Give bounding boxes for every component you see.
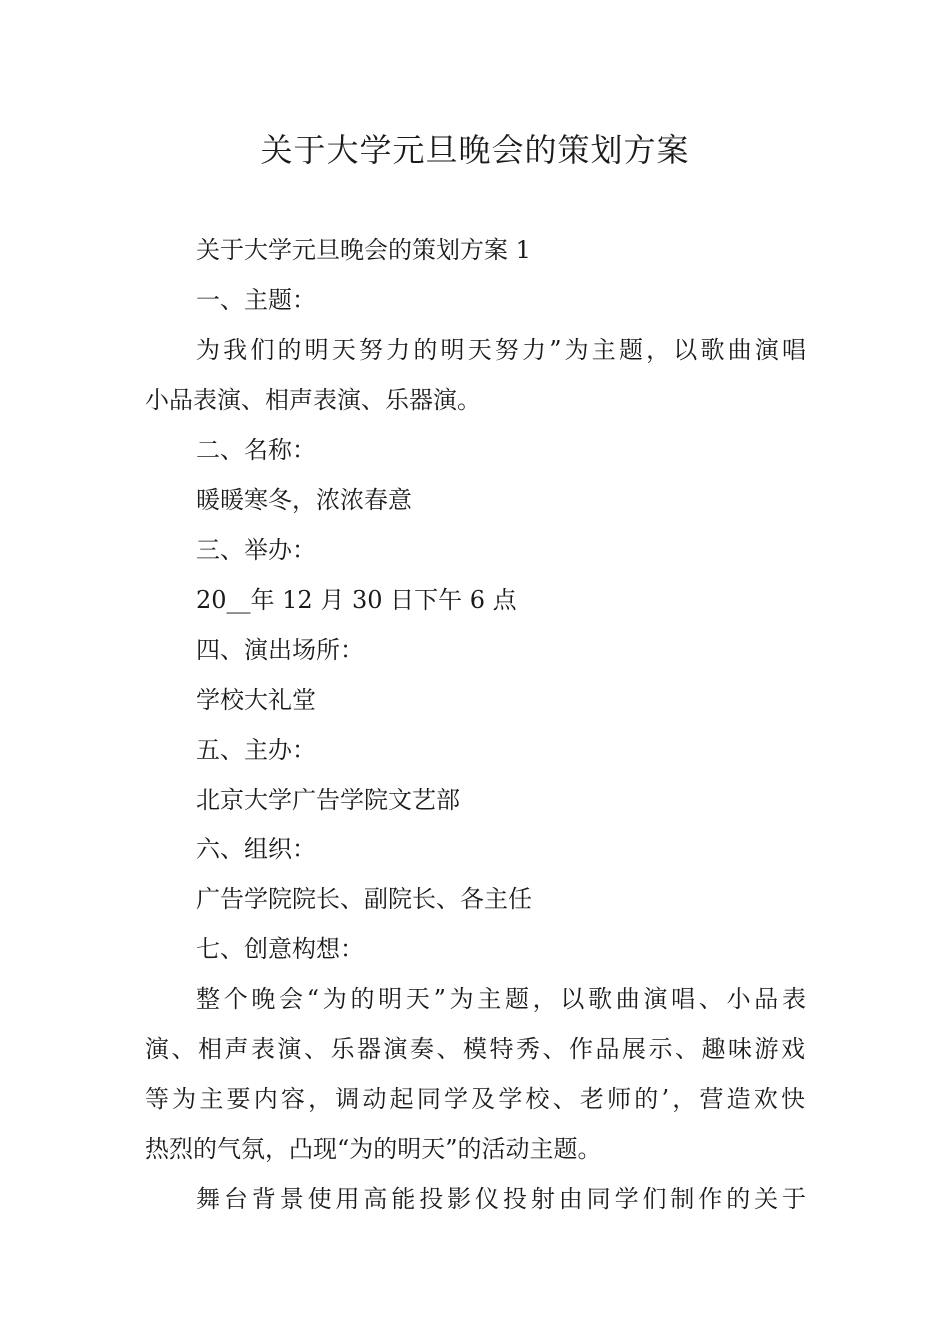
paragraph-line: 暖暖寒冬，浓浓春意: [196, 486, 412, 514]
section-heading: 六、组织：: [196, 835, 316, 863]
section-heading: 七、创意构想：: [196, 935, 364, 963]
paragraph-line: 学校大礼堂: [196, 686, 316, 714]
paragraph-line: 为我们的明天努力的明天努力”为主题，以歌曲演唱: [196, 336, 806, 364]
paragraph-line: 20__年 12 月 30 日下午 6 点: [196, 586, 517, 614]
section-heading: 三、举办：: [196, 536, 316, 564]
section-heading: 关于大学元旦晚会的策划方案 1: [196, 236, 531, 264]
paragraph-line: 广告学院院长、副院长、各主任: [196, 885, 532, 913]
paragraph-line: 北京大学广告学院文艺部: [196, 786, 460, 814]
section-heading: 二、名称：: [196, 436, 316, 464]
document-title: 关于大学元旦晚会的策划方案: [260, 131, 690, 169]
paragraph-line: 舞台背景使用高能投影仪投射由同学们制作的关于: [196, 1185, 806, 1213]
paragraph-line: 热烈的气氛，凸现“为的明天”的活动主题。: [145, 1135, 602, 1163]
section-heading: 一、主题：: [196, 286, 316, 314]
section-heading: 五、主办：: [196, 736, 316, 764]
section-heading: 四、演出场所：: [196, 636, 364, 664]
paragraph-line: 小品表演、相声表演、乐器演。: [145, 386, 481, 414]
paragraph-line: 整个晚会“为的明天”为主题，以歌曲演唱、小品表: [196, 985, 806, 1013]
paragraph-line: 演、相声表演、乐器演奏、模特秀、作品展示、趣味游戏: [145, 1035, 805, 1063]
paragraph-line: 等为主要内容，调动起同学及学校、老师的’，营造欢快: [145, 1085, 805, 1113]
